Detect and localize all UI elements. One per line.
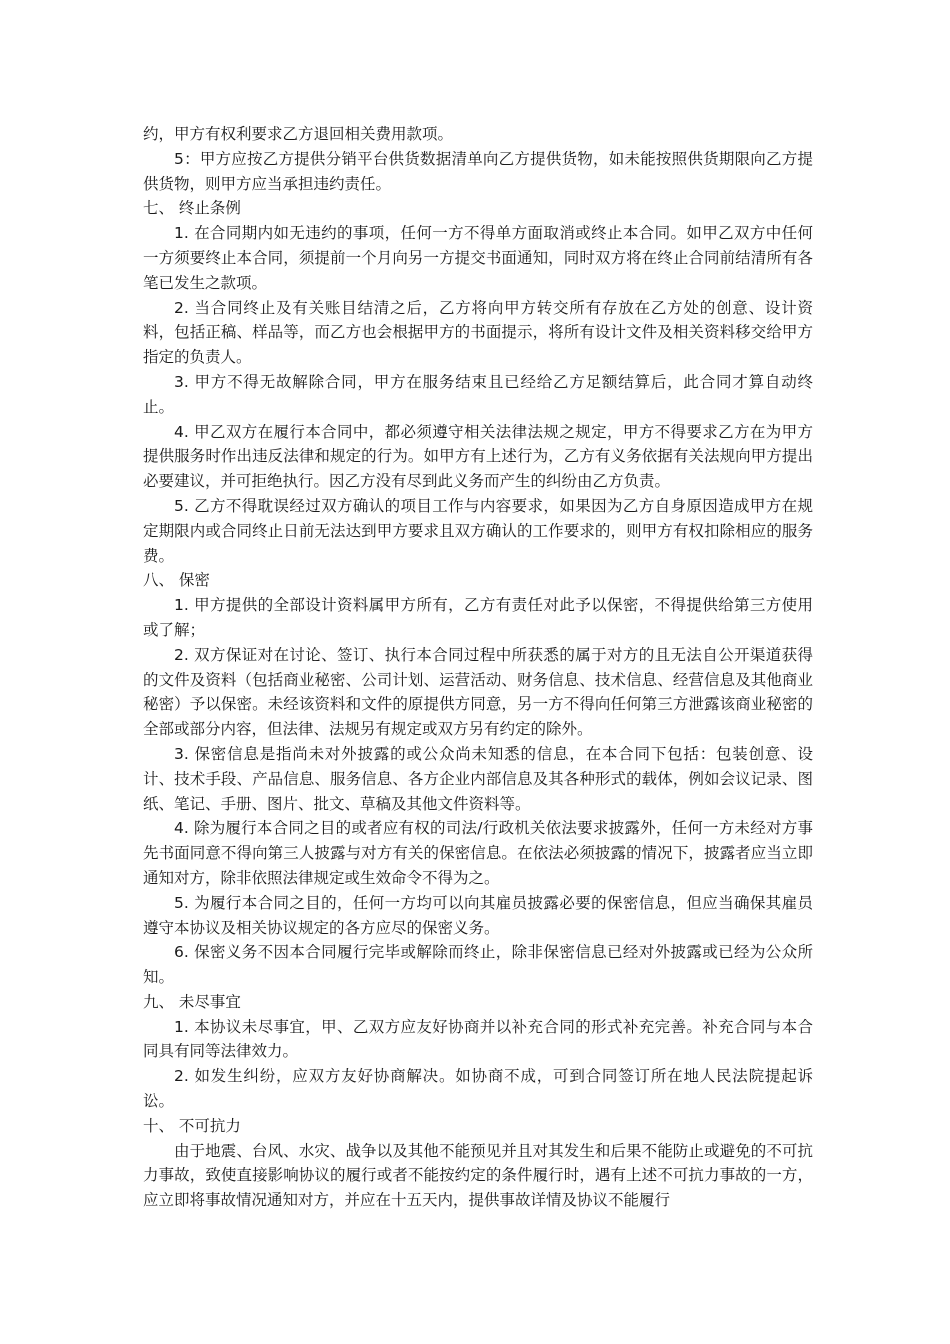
paragraph: 4. 除为履行本合同之目的或者应有权的司法/行政机关依法要求披露外，任何一方未经对方事先书面同意不得向第三人披露与对方有关的保密信息。在依法必须披露的情况下，披露者应当立即通知对方，除非依照法律规定或生效命令不得为之。 xyxy=(143,819,813,887)
paragraph: 5：甲方应按乙方提供分销平台供货数据清单向乙方提供货物，如未能按照供货期限向乙方提供货物，则甲方应当承担违约责任。 xyxy=(143,149,813,193)
document-body xyxy=(143,122,813,1213)
paragraph: 约，甲方有权利要求乙方退回相关费用款项。 xyxy=(143,125,454,143)
paragraph: 由于地震、台风、水灾、战争以及其他不能预见并且对其发生和后果不能防止或避免的不可抗力事故，致使直接影响协议的履行或者不能按约定的条件履行时，遇有上述不可抗力事故的一方，应立即将事故情况通知对方，并应在十五天内，提供事故详情及协议不能履行 xyxy=(143,1141,813,1210)
paragraph: 3. 甲方不得无故解除合同，甲方在服务结束且已经给乙方足额结算后，此合同才算自动终止。 xyxy=(143,372,813,416)
paragraph: 1. 在合同期内如无违约的事项，任何一方不得单方面取消或终止本合同。如甲乙双方中任何一方须要终止本合同，须提前一个月向另一方提交书面通知，同时双方将在终止合同前结清所有各笔已发生之款项。 xyxy=(143,224,813,292)
section-heading: 九、 未尽事宜 xyxy=(143,992,241,1011)
paragraph: 2. 当合同终止及有关账目结清之后，乙方将向甲方转交所有存放在乙方处的创意、设计资料，包括正稿、样品等，而乙方也会根据甲方的书面提示，将所有设计文件及相关资料移交给甲方指定的负责人。 xyxy=(143,298,813,367)
section-heading: 十、 不可抗力 xyxy=(143,1116,241,1135)
section-heading: 七、 终止条例 xyxy=(143,199,241,218)
paragraph: 5. 乙方不得耽误经过双方确认的项目工作与内容要求，如果因为乙方自身原因造成甲方在规定期限内或合同终止日前无法达到甲方要求且双方确认的工作要求的，则甲方有权扣除相应的服务费。 xyxy=(143,496,813,565)
paragraph: 5. 为履行本合同之目的，任何一方均可以向其雇员披露必要的保密信息，但应当确保其雇员遵守本协议及相关协议规定的各方应尽的保密义务。 xyxy=(143,893,813,937)
paragraph: 2. 双方保证对在讨论、签订、执行本合同过程中所获悉的属于对方的且无法自公开渠道获得的文件及资料（包括商业秘密、公司计划、运营活动、财务信息、技术信息、经营信息及其他商业秘密）予以保密。未经该资料和文件的原提供方同意，另一方不得向任何第三方泄露该商业秘密的全部或部分内容，但法律、法规另有规定或双方另有约定的除外。 xyxy=(143,645,813,739)
paragraph: 4. 甲乙双方在履行本合同中，都必须遵守相关法律法规之规定，甲方不得要求乙方在为甲方提供服务时作出违反法律和规定的行为。如甲方有上述行为，乙方有义务依据有关法规向甲方提出必要建议，并可拒绝执行。因乙方没有尽到此义务而产生的纠纷由乙方负责。 xyxy=(143,422,813,491)
paragraph: 6. 保密义务不因本合同履行完毕或解除而终止，除非保密信息已经对外披露或已经为公众所知。 xyxy=(143,943,813,987)
paragraph: 1. 本协议未尽事宜，甲、乙双方应友好协商并以补充合同的形式补充完善。补充合同与本合同具有同等法律效力。 xyxy=(143,1017,813,1061)
paragraph: 1. 甲方提供的全部设计资料属甲方所有，乙方有责任对此予以保密，不得提供给第三方使用或了解； xyxy=(143,596,813,639)
section-heading: 八、 保密 xyxy=(143,571,210,590)
paragraph: 3. 保密信息是指尚未对外披露的或公众尚未知悉的信息，在本合同下包括：包装创意、设计、技术手段、产品信息、服务信息、各方企业内部信息及其各种形式的载体，例如会议记录、图纸、笔记、手册、图片、批文、草稿及其他文件资料等。 xyxy=(143,744,813,813)
paragraph: 2. 如发生纠纷，应双方友好协商解决。如协商不成，可到合同签订所在地人民法院提起诉讼。 xyxy=(143,1067,813,1111)
